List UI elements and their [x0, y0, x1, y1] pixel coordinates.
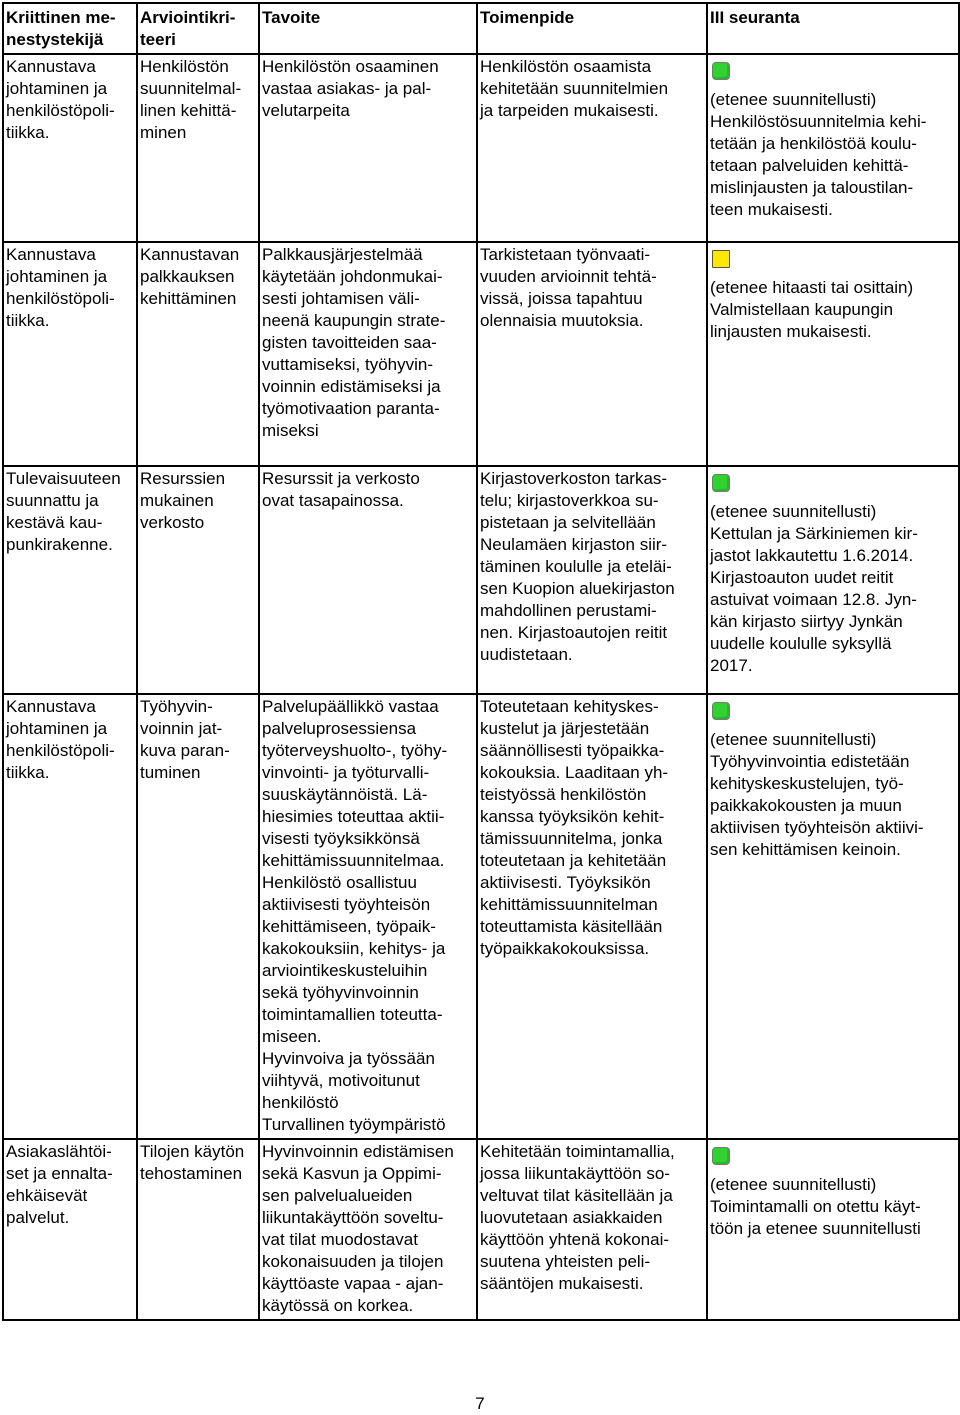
text-line: hiesimies toteuttaa aktii- — [262, 807, 445, 826]
text-line: Henkilöstön — [140, 57, 229, 76]
text-line: (etenee suunnitellusti) — [710, 90, 877, 109]
text-line: johtaminen ja — [6, 719, 108, 738]
text-line: henkilöstöpoli- — [6, 101, 115, 120]
text-line: pistetaan ja selvitellään — [480, 513, 656, 532]
followup-text — [710, 501, 956, 677]
text-line: vuttamiseksi, työhyvin- — [262, 355, 433, 374]
text-line: kustelut ja järjestetään — [480, 719, 650, 738]
evaluation-criterion-cell — [137, 242, 259, 466]
critical-factor-cell — [3, 1139, 137, 1320]
text-line: nen. Kirjastoautojen reitit — [480, 623, 668, 642]
goal-cell — [259, 694, 477, 1139]
text-line: olennaisia muutoksia. — [480, 311, 644, 330]
critical-factor-cell — [3, 242, 137, 466]
text-line: henkilöstöpoli- — [6, 741, 115, 760]
table-row — [3, 694, 959, 1139]
text-line: tiikka. — [6, 763, 50, 782]
goal-cell — [259, 1139, 477, 1320]
text-line: vastaa asiakas- ja pal- — [262, 79, 432, 98]
text-line: Työhyvin- — [140, 697, 213, 716]
text-line: töön ja etenee suunnitellusti — [710, 1219, 921, 1238]
action-cell — [477, 694, 707, 1139]
text-line: toteutetaan ja kehitetään — [480, 851, 667, 870]
text-line: teeri — [140, 30, 176, 49]
text-line: vissä, joissa tapahtuu — [480, 289, 643, 308]
text-line: suunnattu ja — [6, 491, 99, 510]
action-cell — [477, 466, 707, 694]
text-line: verkosto — [140, 513, 205, 532]
text-line: Kannustava — [6, 697, 96, 716]
text-line: henkilöstö — [262, 1093, 339, 1112]
text-line: kehityskeskustelujen, työ- — [710, 774, 904, 793]
yellow-status-icon — [712, 250, 730, 268]
text-line: Palkkausjärjestelmää — [262, 245, 423, 264]
followup-cell — [707, 242, 959, 466]
followup-cell — [707, 466, 959, 694]
text-line: Henkilöstön osaaminen — [262, 57, 439, 76]
text-line: Resurssien — [140, 469, 226, 488]
text-line: miseen. — [262, 1027, 322, 1046]
page-number: 7 — [475, 1394, 485, 1413]
text-line: toimintamallien toteutta- — [262, 1005, 443, 1024]
text-line: Toimenpide — [480, 8, 575, 27]
text-line: käyttöaste vapaa - ajan- — [262, 1274, 444, 1293]
action-cell — [477, 1139, 707, 1320]
text-line: aktiivisesti. Työyksikön — [480, 873, 651, 892]
text-line: Kirjastoverkoston tarkas- — [480, 469, 668, 488]
text-line: viihtyvä, motivoitunut — [262, 1071, 420, 1090]
text-line: kestävä kau- — [6, 513, 103, 532]
text-line: Henkilöstösuunnitelmia kehi- — [710, 112, 927, 131]
text-line: kehitetään suunnitelmien — [480, 79, 669, 98]
text-line: ehkäisevät — [6, 1186, 88, 1205]
text-line: toteuttamista käsitellään — [480, 917, 663, 936]
action-cell — [477, 54, 707, 242]
evaluation-criterion-cell — [137, 466, 259, 694]
text-line: Asiakaslähtöi- — [6, 1142, 112, 1161]
text-line: käyttöön yhtenä kokonai- — [480, 1230, 670, 1249]
text-line: linen kehittä- — [140, 101, 237, 120]
followup-cell — [707, 694, 959, 1139]
text-line: Kannustava — [6, 57, 96, 76]
text-line: tetaan palveluiden kehittä- — [710, 156, 909, 175]
text-line: Resurssit ja verkosto — [262, 469, 420, 488]
text-line: jossa liikuntakäyttöön so- — [480, 1164, 670, 1183]
text-line: Arviointikri- — [140, 8, 236, 27]
monitoring-table — [2, 2, 960, 1321]
goal-cell — [259, 466, 477, 694]
table-row — [3, 466, 959, 694]
header-row — [3, 3, 959, 54]
followup-text — [710, 1174, 956, 1240]
text-line: palveluprosessiensa — [262, 719, 417, 738]
text-line: mukainen — [140, 491, 214, 510]
text-line: johtaminen ja — [6, 79, 108, 98]
text-line: minen — [140, 123, 187, 142]
text-line: Kriittinen me- — [6, 8, 116, 27]
text-line: Kettulan ja Särkiniemen kir- — [710, 524, 918, 543]
text-line: tehostaminen — [140, 1164, 243, 1183]
text-line: kehittämiseen, työpaik- — [262, 917, 436, 936]
text-line: kuva paran- — [140, 741, 230, 760]
text-line: 2017. — [710, 656, 753, 675]
text-line: voinnin edistämiseksi ja — [262, 377, 441, 396]
table-row — [3, 1139, 959, 1320]
text-line: (etenee suunnitellusti) — [710, 730, 877, 749]
text-line: suuskäytännöistä. Lä- — [262, 785, 428, 804]
text-line: aktiivisesti työyhteisön — [262, 895, 431, 914]
text-line: (etenee suunnitellusti) — [710, 502, 877, 521]
text-line: tuminen — [140, 763, 201, 782]
text-line: Tarkistetaan työnvaati- — [480, 245, 651, 264]
followup-text — [710, 729, 956, 861]
text-line: säännöllisesti työpaikka- — [480, 741, 665, 760]
green-status-icon — [712, 474, 730, 492]
text-line: vat tilat muodostavat — [262, 1230, 418, 1249]
text-line: mislinjausten ja taloustilan- — [710, 178, 914, 197]
text-line: jastot lakkautettu 1.6.2014. — [710, 546, 914, 565]
text-line: teistyössä henkilöstön — [480, 785, 647, 804]
text-line: sen palvelualueiden — [262, 1186, 413, 1205]
text-line: (etenee suunnitellusti) — [710, 1175, 877, 1194]
text-line: punkirakenne. — [6, 535, 113, 554]
text-line: Hyvinvoinnin edistämisen — [262, 1142, 454, 1161]
text-line: kehittämissuunnitelmaa. — [262, 851, 445, 870]
text-line: suutena yhteisten peli- — [480, 1252, 651, 1271]
text-line: mahdollinen perustami- — [480, 601, 657, 620]
green-status-icon — [712, 62, 730, 80]
text-line: tämissuunnitelma, jonka — [480, 829, 663, 848]
text-line: veltuvat tilat käsitellään ja — [480, 1186, 673, 1205]
text-line: gisten tavoitteiden saa- — [262, 333, 437, 352]
followup-cell — [707, 1139, 959, 1320]
text-line: Palvelupäällikkö vastaa — [262, 697, 439, 716]
text-line: sesti johtamisen väli- — [262, 289, 420, 308]
followup-text — [710, 89, 956, 221]
text-line: Valmistellaan kaupungin — [710, 300, 894, 319]
table-row — [3, 54, 959, 242]
text-line: tiikka. — [6, 123, 50, 142]
text-line: Hyvinvoiva ja työssään — [262, 1049, 435, 1068]
goal-cell — [259, 54, 477, 242]
text-line: työterveyshuolto-, työhy- — [262, 741, 448, 760]
text-line: Tulevaisuuteen — [6, 469, 121, 488]
table-row — [3, 242, 959, 466]
text-line: kän kirjasto siirtyy Jynkän — [710, 612, 903, 631]
text-line: sen Kuopion aluekirjaston — [480, 579, 675, 598]
text-line: kehittämissuunnitelman — [480, 895, 658, 914]
text-line: kakokouksiin, kehitys- ja — [262, 939, 446, 958]
header-critical-factor — [3, 3, 137, 54]
evaluation-criterion-cell — [137, 694, 259, 1139]
followup-text — [710, 277, 956, 343]
evaluation-criterion-cell — [137, 54, 259, 242]
text-line: luovutetaan asiakkaiden — [480, 1208, 663, 1227]
text-line: Kannustava — [6, 245, 96, 264]
text-line: aktiivisen työyhteisön aktiivi- — [710, 818, 924, 837]
text-line: teen mukaisesti. — [710, 200, 833, 219]
text-line: visesti työyksikkönsä — [262, 829, 420, 848]
text-line: käytössä on korkea. — [262, 1296, 414, 1315]
header-evaluation-criterion — [137, 3, 259, 54]
text-line: set ja ennalta- — [6, 1164, 113, 1183]
green-status-icon — [712, 702, 730, 720]
text-line: Kehitetään toimintamallia, — [480, 1142, 675, 1161]
text-line: henkilöstöpoli- — [6, 289, 115, 308]
header-followup — [707, 3, 959, 54]
text-line: astuivat voimaan 12.8. Jyn- — [710, 590, 917, 609]
text-line: työmotivaation paranta- — [262, 399, 440, 418]
text-line: kanssa työyksikön kehit- — [480, 807, 665, 826]
text-line: neenä kaupungin strate- — [262, 311, 446, 330]
text-line: uudistetaan. — [480, 645, 573, 664]
text-line: täminen koululle ja eteläi- — [480, 557, 672, 576]
text-line: III seuranta — [710, 8, 800, 27]
text-line: käytetään johdonmukai- — [262, 267, 443, 286]
goal-cell — [259, 242, 477, 466]
text-line: Henkilöstö osallistuu — [262, 873, 417, 892]
text-line: sen kehittämisen keinoin. — [710, 840, 901, 859]
text-line: Kannustavan — [140, 245, 240, 264]
text-line: Tilojen käytön — [140, 1142, 245, 1161]
text-line: uudelle koululle syksyllä — [710, 634, 892, 653]
text-line: (etenee hitaasti tai osittain) — [710, 278, 914, 297]
text-line: palkkauksen — [140, 267, 235, 286]
text-line: tiikka. — [6, 311, 50, 330]
text-line: Henkilöstön osaamista — [480, 57, 652, 76]
text-line: velutarpeita — [262, 101, 350, 120]
text-line: Toimintamalli on otettu käyt- — [710, 1197, 921, 1216]
text-line: kehittäminen — [140, 289, 237, 308]
text-line: sekä Kasvun ja Oppimi- — [262, 1164, 442, 1183]
text-line: kokonaisuuden ja tilojen — [262, 1252, 444, 1271]
text-line: työpaikkakokouksissa. — [480, 939, 650, 958]
text-line: tetään ja henkilöstöä koulu- — [710, 134, 917, 153]
text-line: Kirjastoauton uudet reitit — [710, 568, 894, 587]
header-action — [477, 3, 707, 54]
text-line: paikkakokousten ja muun — [710, 796, 902, 815]
critical-factor-cell — [3, 694, 137, 1139]
text-line: sääntöjen mukaisesti. — [480, 1274, 644, 1293]
text-line: vinvointi- ja työturvalli- — [262, 763, 430, 782]
followup-cell — [707, 54, 959, 242]
text-line: vuuden arvioinnit tehtä- — [480, 267, 657, 286]
critical-factor-cell — [3, 54, 137, 242]
text-line: johtaminen ja — [6, 267, 108, 286]
text-line: voinnin jat- — [140, 719, 223, 738]
text-line: miseksi — [262, 421, 319, 440]
header-goal — [259, 3, 477, 54]
action-cell — [477, 242, 707, 466]
text-line: arviointikeskusteluihin — [262, 961, 428, 980]
text-line: kokouksia. Laaditaan yh- — [480, 763, 669, 782]
green-status-icon — [712, 1147, 730, 1165]
text-line: Tavoite — [262, 8, 321, 27]
text-line: Neulamäen kirjaston siir- — [480, 535, 668, 554]
text-line: suunnitelmal- — [140, 79, 242, 98]
text-line: liikuntakäyttöön soveltu- — [262, 1208, 444, 1227]
text-line: sekä työhyvinvoinnin — [262, 983, 419, 1002]
text-line: ovat tasapainossa. — [262, 491, 404, 510]
critical-factor-cell — [3, 466, 137, 694]
text-line: ja tarpeiden mukaisesti. — [480, 101, 659, 120]
text-line: nestystekijä — [6, 30, 104, 49]
text-line: Toteutetaan kehityskes- — [480, 697, 659, 716]
text-line: palvelut. — [6, 1208, 70, 1227]
text-line: telu; kirjastoverkkoa su- — [480, 491, 659, 510]
text-line: Turvallinen työympäristö — [262, 1115, 446, 1134]
evaluation-criterion-cell — [137, 1139, 259, 1320]
text-line: linjausten mukaisesti. — [710, 322, 872, 341]
text-line: Työhyvinvointia edistetään — [710, 752, 910, 771]
